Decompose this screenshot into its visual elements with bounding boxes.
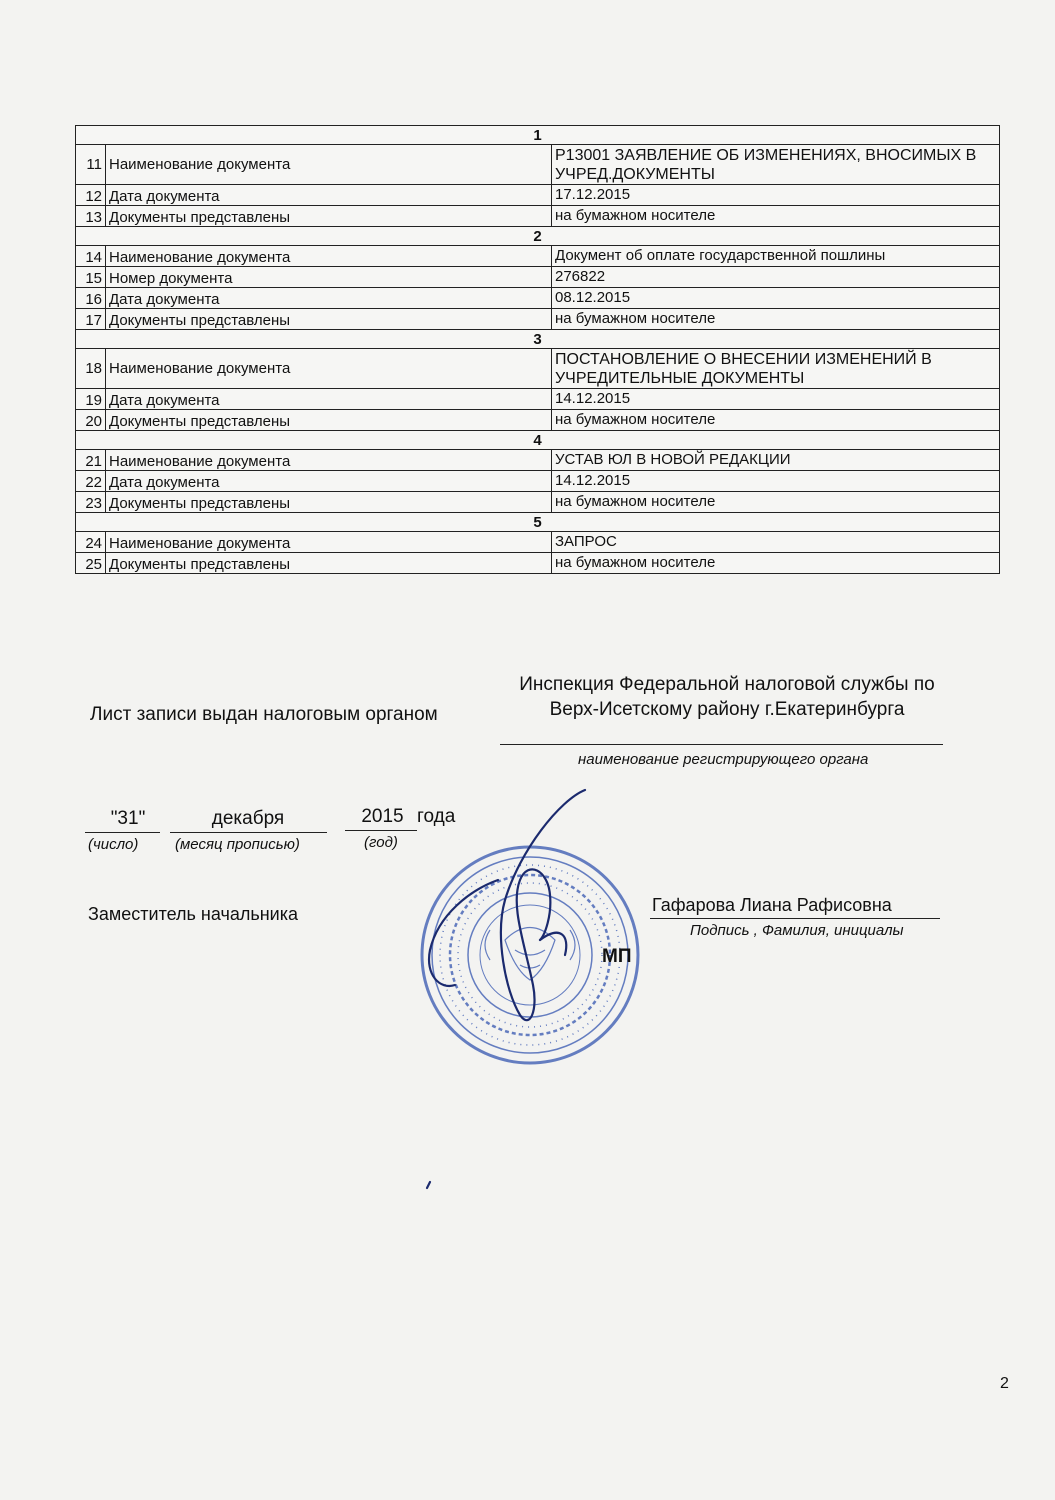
- row-number: 21: [76, 450, 106, 471]
- row-value: УСТАВ ЮЛ В НОВОЙ РЕДАКЦИИ: [552, 450, 1000, 471]
- row-label: Дата документа: [106, 471, 552, 492]
- signer-name: Гафарова Лиана Рафисовна: [652, 895, 892, 915]
- row-label: Наименование документа: [106, 450, 552, 471]
- row-value: на бумажном носителе: [552, 206, 1000, 227]
- row-number: 20: [76, 410, 106, 431]
- date-day-caption: (число): [88, 836, 139, 853]
- row-label: Дата документа: [106, 288, 552, 309]
- row-number: 19: [76, 389, 106, 410]
- date-year: 2015: [361, 806, 404, 827]
- row-number: 24: [76, 532, 106, 553]
- row-value: на бумажном носителе: [552, 309, 1000, 330]
- row-value: 276822: [552, 267, 1000, 288]
- row-label: Документы представлены: [106, 492, 552, 513]
- row-number: 22: [76, 471, 106, 492]
- row-number: 16: [76, 288, 106, 309]
- row-value: ПОСТАНОВЛЕНИЕ О ВНЕСЕНИИ ИЗМЕНЕНИЙ В УЧРЕДИТЕЛЬНЫЕ ДОКУМЕНТЫ: [552, 349, 1000, 389]
- issuer-org-caption: наименование регистрирующего органа: [578, 751, 869, 768]
- row-number: 25: [76, 553, 106, 574]
- row-value: ЗАПРОС: [552, 532, 1000, 553]
- row-value: 08.12.2015: [552, 288, 1000, 309]
- row-number: 13: [76, 206, 106, 227]
- row-label: Наименование документа: [106, 532, 552, 553]
- issued-by-label: Лист записи выдан налоговым органом: [90, 704, 438, 725]
- date-year-suffix: года: [417, 806, 456, 827]
- row-value: 14.12.2015: [552, 471, 1000, 492]
- row-value: Документ об оплате государственной пошлины: [552, 246, 1000, 267]
- row-number: 18: [76, 349, 106, 389]
- row-value: 14.12.2015: [552, 389, 1000, 410]
- stamp-place-label: МП: [602, 946, 632, 967]
- row-value: на бумажном носителе: [552, 410, 1000, 431]
- row-label: Документы представлены: [106, 309, 552, 330]
- row-value: Р13001 ЗАЯВЛЕНИЕ ОБ ИЗМЕНЕНИЯХ, ВНОСИМЫХ В УЧРЕД.ДОКУМЕНТЫ: [552, 145, 1000, 185]
- row-label: Наименование документа: [106, 145, 552, 185]
- date-year-caption: (год): [364, 834, 398, 851]
- row-label: Наименование документа: [106, 246, 552, 267]
- row-label: Документы представлены: [106, 410, 552, 431]
- section-number: 5: [76, 513, 1000, 532]
- row-value: 17.12.2015: [552, 185, 1000, 206]
- row-label: Дата документа: [106, 185, 552, 206]
- section-number: 2: [76, 227, 1000, 246]
- section-number: 4: [76, 431, 1000, 450]
- row-label: Номер документа: [106, 267, 552, 288]
- row-number: 15: [76, 267, 106, 288]
- signature-caption: Подпись , Фамилия, инициалы: [690, 922, 904, 939]
- section-number: 1: [76, 126, 1000, 145]
- row-number: 23: [76, 492, 106, 513]
- page-number: 2: [1000, 1375, 1009, 1392]
- date-month-caption: (месяц прописью): [175, 836, 300, 853]
- row-label: Наименование документа: [106, 349, 552, 389]
- signer-position: Заместитель начальника: [88, 904, 299, 924]
- row-label: Документы представлены: [106, 206, 552, 227]
- row-number: 12: [76, 185, 106, 206]
- row-number: 11: [76, 145, 106, 185]
- issuer-org-name: Инспекция Федеральной налоговой службы по Верх-Исетскому району г.Екатеринбурга: [519, 674, 935, 720]
- row-number: 17: [76, 309, 106, 330]
- section-number: 3: [76, 330, 1000, 349]
- row-number: 14: [76, 246, 106, 267]
- row-label: Документы представлены: [106, 553, 552, 574]
- row-label: Дата документа: [106, 389, 552, 410]
- date-day: "31": [110, 808, 146, 829]
- row-value: на бумажном носителе: [552, 492, 1000, 513]
- date-month: декабря: [211, 808, 285, 829]
- row-value: на бумажном носителе: [552, 553, 1000, 574]
